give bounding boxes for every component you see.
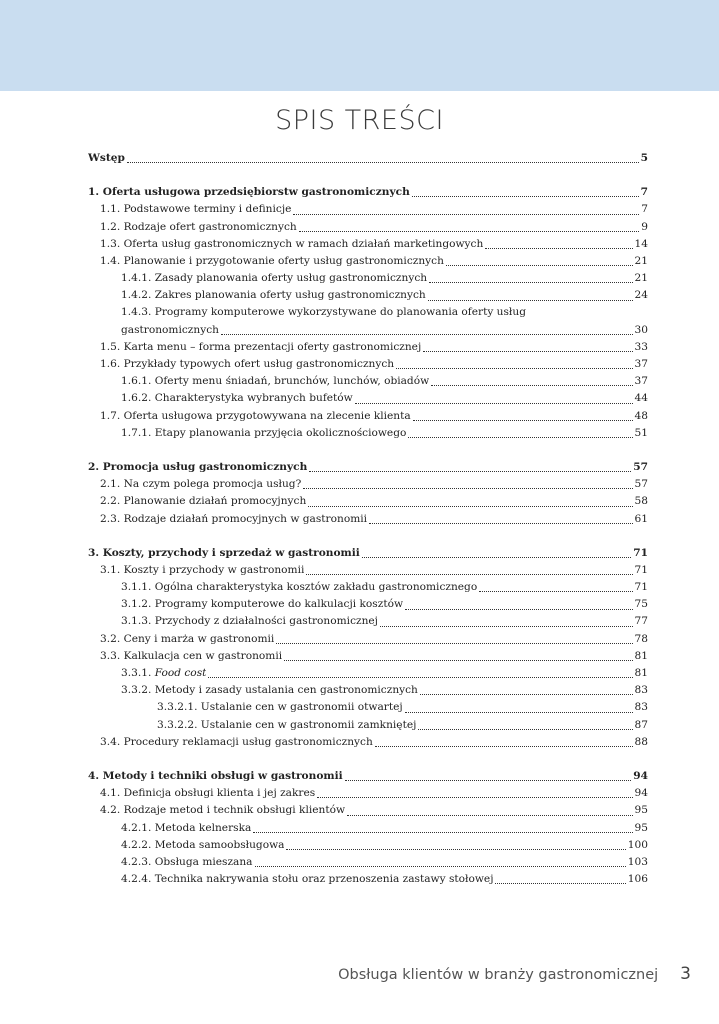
toc-entry[interactable]: [88, 253, 648, 270]
toc-entry-label: 4.2.3. Obsługa mieszana: [121, 855, 253, 868]
toc-leader-dots: [284, 660, 632, 661]
toc-entry-label: 3.3.2.1. Ustalanie cen w gastronomii otwartej: [157, 701, 403, 714]
toc-entry-label: 2.2. Planowanie działań promocyjnych: [100, 495, 307, 508]
toc-page-number: 95: [634, 821, 648, 834]
toc-page-number: 106: [627, 873, 648, 886]
toc-leader-dots: [221, 334, 633, 335]
table-of-contents: [88, 150, 648, 888]
toc-leader-dots: [405, 609, 632, 610]
toc-page-number: 87: [634, 718, 648, 731]
toc-entry[interactable]: [88, 802, 648, 819]
section-gap: [88, 528, 648, 545]
toc-page-number: 81: [634, 667, 648, 680]
toc-page-number: 37: [634, 375, 648, 388]
toc-page-number: 9: [641, 220, 648, 233]
page-title: SPIS TREŚCI: [275, 105, 444, 136]
toc-chapter-entry[interactable]: [88, 150, 648, 167]
toc-page-number: 71: [634, 563, 648, 576]
toc-leader-dots: [413, 420, 633, 421]
toc-leader-dots: [355, 403, 633, 404]
toc-entry-label: 1.4.1. Zasady planowania oferty usług gastronomicznych: [121, 272, 428, 285]
page-number: 3: [680, 964, 691, 984]
toc-page-number: 100: [627, 838, 648, 851]
toc-leader-dots: [479, 591, 632, 592]
toc-leader-dots: [495, 883, 625, 884]
toc-entry[interactable]: [88, 871, 648, 888]
toc-leader-dots: [396, 368, 632, 369]
toc-entry-label: 1.6. Przykłady typowych ofert usług gastronomicznych: [100, 358, 395, 371]
toc-leader-dots: [429, 282, 632, 283]
toc-entry-label: 2. Promocja usług gastronomicznych: [88, 460, 308, 473]
section-gap: [88, 751, 648, 768]
toc-page-number: 81: [634, 649, 648, 662]
toc-entry[interactable]: [88, 596, 648, 613]
toc-leader-dots: [309, 471, 631, 472]
toc-entry[interactable]: [88, 305, 648, 322]
toc-chapter-entry[interactable]: [88, 184, 648, 201]
toc-page-number: 24: [634, 289, 648, 302]
toc-leader-dots: [293, 214, 639, 215]
toc-entry[interactable]: [88, 665, 648, 682]
toc-entry-label: 4. Metody i techniki obsługi w gastronomii: [88, 769, 343, 782]
toc-leader-dots: [423, 351, 632, 352]
toc-page-number: 75: [634, 598, 648, 611]
toc-entry[interactable]: [88, 648, 648, 665]
toc-entry-label: 3.3.2.2. Ustalanie cen w gastronomii zamkniętej: [157, 718, 417, 731]
toc-entry[interactable]: [88, 511, 648, 528]
toc-entry-label: 2.1. Na czym polega promocja usług?: [100, 478, 302, 491]
toc-entry-label: 1.1. Podstawowe terminy i definicje: [100, 203, 292, 216]
toc-entry[interactable]: [88, 201, 648, 218]
toc-page-number: 83: [634, 701, 648, 714]
page-footer: [338, 964, 691, 984]
toc-page-number: 7: [641, 203, 648, 216]
toc-page-number: 83: [634, 684, 648, 697]
toc-entry-label: 3.2. Ceny i marża w gastronomii: [100, 632, 275, 645]
toc-entry-label: 1.6.1. Oferty menu śniadań, brunchów, lunchów, obiadów: [121, 375, 430, 388]
toc-page-number: 71: [633, 546, 648, 559]
toc-page-number: 57: [634, 478, 648, 491]
toc-entry[interactable]: [88, 562, 648, 579]
toc-entry-label: 4.2.4. Technika nakrywania stołu oraz przenoszenia zastawy stołowej: [121, 873, 494, 886]
toc-entry[interactable]: [88, 373, 648, 390]
toc-entry-label: 1.4. Planowanie i przygotowanie oferty usług gastronomicznych: [100, 254, 444, 267]
toc-page-number: 51: [634, 426, 648, 439]
toc-entry-label: Wstęp: [88, 151, 125, 164]
toc-page-number: 61: [634, 512, 648, 525]
toc-entry-label: 3.1.1. Ogólna charakterystyka kosztów zakładu gastronomicznego: [121, 581, 478, 594]
toc-entry[interactable]: [88, 236, 648, 253]
toc-page-number: 103: [627, 855, 648, 868]
toc-entry[interactable]: [88, 631, 648, 648]
toc-leader-dots: [369, 523, 632, 524]
toc-entry[interactable]: [88, 854, 648, 871]
toc-page-number: 7: [640, 186, 648, 199]
toc-leader-dots: [418, 729, 632, 730]
toc-leader-dots: [208, 677, 632, 678]
toc-entry[interactable]: [88, 322, 648, 339]
toc-leader-dots: [306, 574, 632, 575]
toc-leader-dots: [420, 694, 633, 695]
toc-entry-label: 1.6.2. Charakterystyka wybranych bufetów: [121, 392, 353, 405]
toc-page-number: 78: [634, 632, 648, 645]
toc-page-number: 30: [634, 323, 648, 336]
toc-entry-label: 3.1.3. Przychody z działalności gastronomicznej: [121, 615, 378, 628]
toc-entry[interactable]: [88, 219, 648, 236]
toc-entry-label: 1.4.3. Programy komputerowe wykorzystywane do planowania oferty usług: [121, 306, 526, 319]
toc-leader-dots: [446, 265, 633, 266]
toc-page-number: 14: [634, 237, 648, 250]
header-band: [0, 0, 719, 91]
toc-entry[interactable]: [88, 493, 648, 510]
toc-entry-label: 1.3. Oferta usług gastronomicznych w ramach działań marketingowych: [100, 237, 484, 250]
toc-page-number: 21: [634, 254, 648, 267]
toc-leader-dots: [412, 196, 639, 197]
toc-entry[interactable]: [88, 579, 648, 596]
toc-entry-label: 3.1.2. Programy komputerowe do kalkulacji kosztów: [121, 598, 404, 611]
toc-page-number: 95: [634, 804, 648, 817]
toc-entry-label: 2.3. Rodzaje działań promocyjnych w gastronomii: [100, 512, 368, 525]
toc-page-number: 21: [634, 272, 648, 285]
toc-entry[interactable]: [88, 614, 648, 631]
toc-leader-dots: [408, 437, 632, 438]
toc-leader-dots: [345, 780, 632, 781]
toc-leader-dots: [317, 797, 632, 798]
footer-book-title: Obsługa klientów w branży gastronomicznej: [338, 967, 659, 983]
toc-entry-label: 3.1. Koszty i przychody w gastronomii: [100, 563, 305, 576]
toc-leader-dots: [375, 746, 633, 747]
toc-entry-label: 1.4.2. Zakres planowania oferty usług gastronomicznych: [121, 289, 426, 302]
toc-page-number: 77: [634, 615, 648, 628]
toc-entry[interactable]: [88, 699, 648, 716]
toc-page-number: 94: [633, 769, 648, 782]
toc-entry-label: 3.3.1. Food cost: [121, 667, 207, 680]
toc-entry[interactable]: [88, 734, 648, 751]
toc-entry[interactable]: [88, 287, 648, 304]
toc-entry-label: 4.2.2. Metoda samoobsługowa: [121, 838, 285, 851]
toc-leader-dots: [362, 557, 631, 558]
toc-entry-label: 4.1. Definicja obsługi klienta i jej zakres: [100, 787, 316, 800]
toc-entry[interactable]: [88, 425, 648, 442]
section-gap: [88, 442, 648, 459]
toc-leader-dots: [303, 488, 632, 489]
section-gap: [88, 167, 648, 184]
toc-entry-label: 3. Koszty, przychody i sprzedaż w gastronomii: [88, 546, 360, 559]
toc-leader-dots: [380, 626, 633, 627]
toc-leader-dots: [428, 300, 633, 301]
toc-page-number: 44: [634, 392, 648, 405]
toc-entry-label: 4.2. Rodzaje metod i technik obsługi klientów: [100, 804, 346, 817]
toc-entry[interactable]: [88, 785, 648, 802]
toc-leader-dots: [253, 832, 632, 833]
toc-leader-dots: [276, 643, 632, 644]
toc-chapter-entry[interactable]: [88, 768, 648, 785]
toc-chapter-entry[interactable]: [88, 459, 648, 476]
toc-entry[interactable]: [88, 837, 648, 854]
toc-leader-dots: [255, 866, 626, 867]
toc-page-number: 33: [634, 340, 648, 353]
toc-entry-label: 1. Oferta usługowa przedsiębiorstw gastronomicznych: [88, 186, 410, 199]
toc-page-number: 57: [633, 460, 648, 473]
toc-leader-dots: [308, 506, 632, 507]
toc-entry-label: 3.3. Kalkulacja cen w gastronomii: [100, 649, 283, 662]
toc-entry-label: 3.4. Procedury reklamacji usług gastronomicznych: [100, 735, 373, 748]
toc-entry[interactable]: [88, 270, 648, 287]
toc-leader-dots: [485, 248, 632, 249]
toc-page-number: 58: [634, 495, 648, 508]
toc-page-number: 5: [640, 151, 648, 164]
toc-entry[interactable]: [88, 717, 648, 734]
toc-entry[interactable]: [88, 339, 648, 356]
toc-entry[interactable]: [88, 356, 648, 373]
toc-entry[interactable]: [88, 390, 648, 407]
toc-leader-dots: [299, 231, 640, 232]
toc-entry[interactable]: [88, 408, 648, 425]
toc-page-number: 71: [634, 581, 648, 594]
toc-leader-dots: [431, 385, 632, 386]
toc-page-number: 94: [634, 787, 648, 800]
toc-page-number: 88: [634, 735, 648, 748]
toc-entry-label: 1.5. Karta menu – forma prezentacji oferty gastronomicznej: [100, 340, 422, 353]
toc-entry-label: 1.2. Rodzaje ofert gastronomicznych: [100, 220, 297, 233]
toc-entry-label: gastronomicznych: [121, 323, 219, 336]
toc-entry-label: 1.7.1. Etapy planowania przyjęcia okolicznościowego: [121, 426, 407, 439]
toc-leader-dots: [405, 712, 633, 713]
toc-entry[interactable]: [88, 476, 648, 493]
toc-entry-label: 4.2.1. Metoda kelnerska: [121, 821, 252, 834]
toc-entry-label: 1.7. Oferta usługowa przygotowywana na zlecenie klienta: [100, 409, 411, 422]
toc-entry[interactable]: [88, 682, 648, 699]
toc-page-number: 48: [634, 409, 648, 422]
toc-leader-dots: [286, 849, 625, 850]
toc-entry[interactable]: [88, 820, 648, 837]
toc-chapter-entry[interactable]: [88, 545, 648, 562]
toc-leader-dots: [347, 815, 632, 816]
toc-page-number: 37: [634, 358, 648, 371]
toc-leader-dots: [127, 162, 639, 163]
toc-entry-label: 3.3.2. Metody i zasady ustalania cen gastronomicznych: [121, 684, 418, 697]
